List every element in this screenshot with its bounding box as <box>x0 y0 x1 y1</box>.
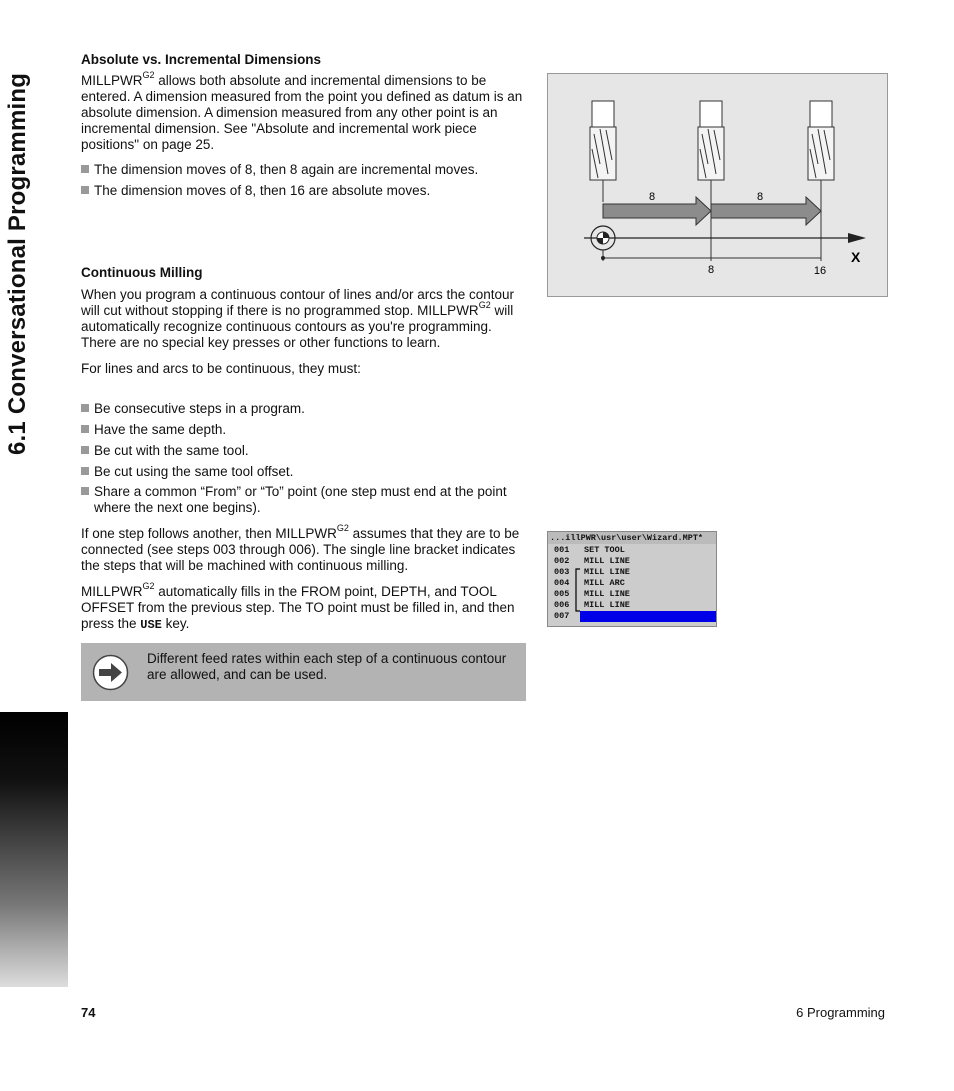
section-continuous-milling <box>81 265 524 377</box>
section-absolute-incremental <box>81 52 524 153</box>
paragraph-connected-steps <box>81 522 524 633</box>
arrow-right-icon <box>92 654 129 691</box>
screen-title: ...illPWR\usr\user\Wizard.MPT* <box>548 532 716 544</box>
page-number: 74 <box>81 1005 96 1020</box>
chapter-side-title: 6.1 Conversational Programming <box>4 72 31 455</box>
program-row[interactable]: 004 MILL ARC <box>554 578 625 588</box>
x-axis-arrowhead-icon <box>848 233 866 243</box>
list-item: The dimension moves of 8, then 16 are absolute moves. <box>81 183 524 199</box>
program-row-selected[interactable]: 007 <box>548 611 716 622</box>
x-axis-label: X <box>851 249 861 265</box>
program-row[interactable]: 002 MILL LINE <box>554 556 630 566</box>
paragraph: For lines and arcs to be continuous, they must: <box>81 361 361 376</box>
bullet-square-icon <box>81 425 89 433</box>
program-screen <box>547 531 717 627</box>
absolute-label: 8 <box>707 264 715 276</box>
program-row[interactable]: 005 MILL LINE <box>554 589 630 599</box>
list-item: Be consecutive steps in a program. <box>81 401 524 417</box>
section-heading: Absolute vs. Incremental Dimensions <box>81 52 322 67</box>
key-name: USE <box>140 618 162 632</box>
end-mill-tool <box>698 101 724 261</box>
list-item: Be cut using the same tool offset. <box>81 464 524 480</box>
list-item: Be cut with the same tool. <box>81 443 524 459</box>
incremental-arrow <box>603 197 711 225</box>
list-item: Have the same depth. <box>81 422 524 438</box>
end-mill-tool <box>808 101 834 261</box>
footer-chapter: 6 Programming <box>796 1005 885 1020</box>
end-mill-tool <box>590 101 616 202</box>
dimension-diagram <box>548 74 889 298</box>
paragraph: If one step follows another, then $MILLPWR^{G2}$ assumes that they are to be connected (see steps 003 through 006). The single line bracket indicates the steps that will be machined with continuous milling. <box>81 522 520 573</box>
paragraph: $MILLPWR^{G2}$ allows both absolute and incremental dimensions to be entered. A dimension measured from the point you defined as datum is an absolute dimension. A dimension measured from any other point is an incremental dimension. See "Absolute and incremental work piece positions" on page 25. <box>81 69 523 152</box>
program-row[interactable]: 001 SET TOOL <box>554 545 625 555</box>
program-row[interactable]: 003 MILL LINE <box>554 567 630 577</box>
incremental-label: 8 <box>648 191 656 203</box>
section-heading: Continuous Milling <box>81 265 203 280</box>
bullet-square-icon <box>81 446 89 454</box>
note-box <box>81 643 526 701</box>
side-gradient-bar <box>0 712 68 987</box>
dimension-figure <box>547 73 888 297</box>
bullet-square-icon <box>81 186 89 194</box>
paragraph: When you program a continuous contour of lines and/or arcs the contour will cut without stopping if there is no programmed stop. $MILLPWR^{G2}$ will automatically recognize continuous contours as you're programming. There are no special key presses or other functions to learn. <box>81 287 514 350</box>
bullet-square-icon <box>81 404 89 412</box>
paragraph: $MILLPWR^{G2}$ automatically fills in the FROM point, DEPTH, and TOOL OFFSET from the previous step. The TO point must be filled in, and then press the USE key. <box>81 580 515 632</box>
absolute-label: 16 <box>813 265 827 277</box>
bullet-square-icon <box>81 467 89 475</box>
note-text: Different feed rates within each step of a continuous contour are allowed, and can be used. <box>147 651 507 682</box>
incremental-label: 8 <box>756 191 764 203</box>
program-row[interactable]: 006 MILL LINE <box>554 600 630 610</box>
list-item: Share a common “From” or “To” point (one step must end at the point where the next one begins). <box>81 484 537 516</box>
selection-highlight <box>580 611 716 622</box>
bullet-square-icon <box>81 487 89 495</box>
bullet-square-icon <box>81 165 89 173</box>
incremental-arrow <box>711 197 821 225</box>
list-item: The dimension moves of 8, then 8 again are incremental moves. <box>81 162 524 178</box>
